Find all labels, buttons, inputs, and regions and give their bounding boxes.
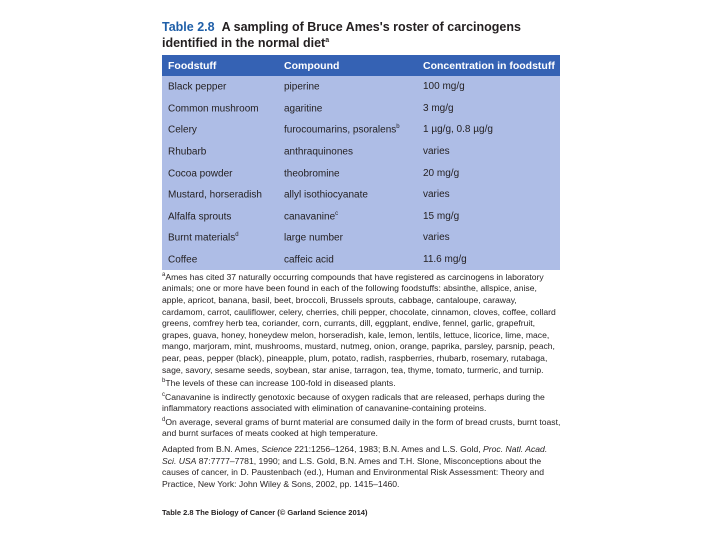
table-row [162, 98, 560, 120]
source-part-3: 87:7777–7781, 1990; and L.S. Gold, B.N. Ames and T.H. Slone, Misconceptions about the causes of cancer, in D. Paustenbach (ed.), Human and Environmental Risk Assessment: Theory and Practice, New York: John Wiley & Sons, 2002, pp. 1415–1460. [162, 455, 544, 489]
cell-concentration [419, 124, 560, 135]
cell-foodstuff [162, 211, 280, 222]
cell-concentration [419, 232, 560, 243]
cell-compound [280, 254, 419, 265]
footnote-text: On average, several grams of burnt material are consumed daily in the form of bread crusts, burnt toast, and burnt surfaces of meats cooked at high temperature. [162, 416, 561, 439]
cell-compound-text: large number [284, 232, 343, 244]
footnote-mark: a [162, 272, 166, 278]
cell-foodstuff [162, 232, 280, 243]
cell-compound-text: piperine [284, 81, 320, 93]
cell-compound-text: theobromine [284, 167, 340, 179]
source-journal-2: Proc. Natl. Acad. Sci. USA [162, 444, 548, 466]
cell-concentration [419, 103, 560, 114]
footnotes [162, 270, 562, 440]
table-row [162, 119, 560, 141]
cell-compound [280, 146, 419, 157]
table-title-text: A sampling of Bruce Ames's roster of carcinogens identified in the normal diet [162, 20, 521, 51]
footnote-mark: c [162, 391, 165, 398]
footnote-mark: b [162, 378, 166, 385]
cell-compound [280, 189, 419, 200]
footnote [162, 415, 562, 440]
source-journal-1: Science [261, 444, 292, 454]
cell-concentration-text: 100 mg/g [423, 81, 465, 93]
cell-compound-text: agaritine [284, 103, 323, 115]
source-part-1: Adapted from B.N. Ames, [162, 444, 262, 454]
cell-foodstuff [162, 81, 280, 92]
table-header-row [162, 55, 560, 76]
cell-foodstuff [162, 254, 280, 265]
footnote [162, 390, 562, 415]
footnote [162, 376, 562, 389]
cell-compound-text: allyl isothiocyanate [284, 189, 368, 201]
cell-foodstuff-text: Coffee [168, 254, 198, 266]
cell-compound [280, 103, 419, 114]
table-row [162, 162, 560, 184]
cell-foodstuff-text: Cocoa powder [168, 167, 233, 179]
table-body [162, 76, 560, 270]
cell-concentration [419, 189, 560, 200]
cell-compound [280, 232, 419, 243]
carcinogen-table [162, 55, 560, 270]
cell-compound-text: anthraquinones [284, 146, 353, 158]
table-row [162, 76, 560, 98]
cell-concentration-text: 11.6 mg/g [423, 254, 467, 266]
footnote-text: The levels of these can increase 100-fold in diseased plants. [165, 378, 396, 389]
footnote-mark: d [235, 232, 239, 239]
cell-concentration [419, 168, 560, 179]
figure-caption: Table 2.8 The Biology of Cancer (© Garland Science 2014) [162, 508, 368, 517]
cell-foodstuff-text: Rhubarb [168, 146, 207, 158]
cell-compound [280, 211, 419, 222]
cell-compound-text: furocoumarins, psoralens [284, 124, 397, 136]
cell-concentration [419, 211, 560, 222]
cell-foodstuff [162, 124, 280, 135]
cell-compound-text: caffeic acid [284, 254, 334, 266]
footnote-mark: b [396, 124, 400, 131]
cell-foodstuff-text: Black pepper [168, 81, 227, 93]
cell-concentration [419, 254, 560, 265]
header-compound: Compound [284, 59, 340, 72]
title-footnote-mark: a [325, 37, 330, 44]
footnote [162, 270, 562, 376]
cell-concentration-text: 15 mg/g [423, 210, 460, 222]
table-row [162, 249, 560, 271]
source-note [162, 444, 562, 490]
table-row [162, 227, 560, 249]
cell-foodstuff-text: Common mushroom [168, 103, 259, 115]
cell-foodstuff [162, 146, 280, 157]
footnote-text: Ames has cited 37 naturally occurring compounds that have registered as carcinogens in laboratory animals; one or more have been found in each of the following foodstuffs: absinthe, allspice, anise, apple, apricot, banana, basil, beet, broccoli, Brussels sprouts, cabbage, cantaloupe, caraway, cardamom, carrot, cauliflower, celery, cherries, chili pepper, chocolate, cinnamon, cloves, coffee, collard greens, comfrey herb tea, coriander, corn, currants, dill, eggplant, endive, fennel, garlic, grapefruit, grapes, guava, honey, honeydew melon, horseradish, kale, lemon, lentils, lettuce, licorice, lime, mace, mango, marjoram, mint, mushrooms, mustard, nutmeg, onion, orange, paprika, parsley, parsnip, peach, pear, peas, pepper (black), pineapple, plum, potato, radish, raspberries, rhubarb, rosemary, rutabaga, sage, savory, sesame seeds, soybean, star anise, tarragon, tea, thyme, tomato, turmeric, and turnip. [162, 271, 556, 375]
cell-foodstuff [162, 189, 280, 200]
cell-compound-text: canavanine [284, 211, 336, 223]
cell-compound [280, 168, 419, 179]
cell-foodstuff-text: Celery [168, 124, 197, 136]
cell-concentration-text: varies [423, 232, 450, 244]
cell-foodstuff-text: Alfalfa sprouts [168, 211, 232, 223]
footnote-mark: c [335, 210, 339, 217]
table-row [162, 141, 560, 163]
cell-foodstuff-text: Mustard, horseradish [168, 189, 262, 201]
cell-concentration [419, 81, 560, 92]
table-number: Table 2.8 [162, 20, 215, 34]
header-concentration: Concentration in foodstuff [423, 59, 555, 72]
table-row [162, 184, 560, 206]
cell-concentration [419, 146, 560, 157]
cell-foodstuff [162, 103, 280, 114]
cell-concentration-text: varies [423, 189, 450, 201]
cell-concentration-text: varies [423, 146, 450, 158]
cell-compound [280, 81, 419, 92]
header-foodstuff: Foodstuff [168, 59, 217, 72]
table-title [162, 20, 562, 50]
cell-foodstuff [162, 168, 280, 179]
source-part-2: 221:1256–1264, 1983; B.N. Ames and L.S. Gold, [291, 444, 484, 454]
cell-concentration-text: 20 mg/g [423, 167, 460, 179]
footnote-text: Canavanine is indirectly genotoxic because of oxygen radicals that are released, perhaps during the inflammatory reactions associated with elimination of canavanine-containing proteins. [162, 391, 545, 414]
footnote-mark: d [162, 416, 166, 423]
cell-concentration-text: 3 mg/g [423, 102, 454, 114]
cell-compound [280, 124, 419, 135]
table-row [162, 206, 560, 228]
cell-foodstuff-text: Burnt materials [168, 232, 236, 244]
cell-concentration-text: 1 µg/g, 0.8 µg/g [423, 124, 493, 136]
